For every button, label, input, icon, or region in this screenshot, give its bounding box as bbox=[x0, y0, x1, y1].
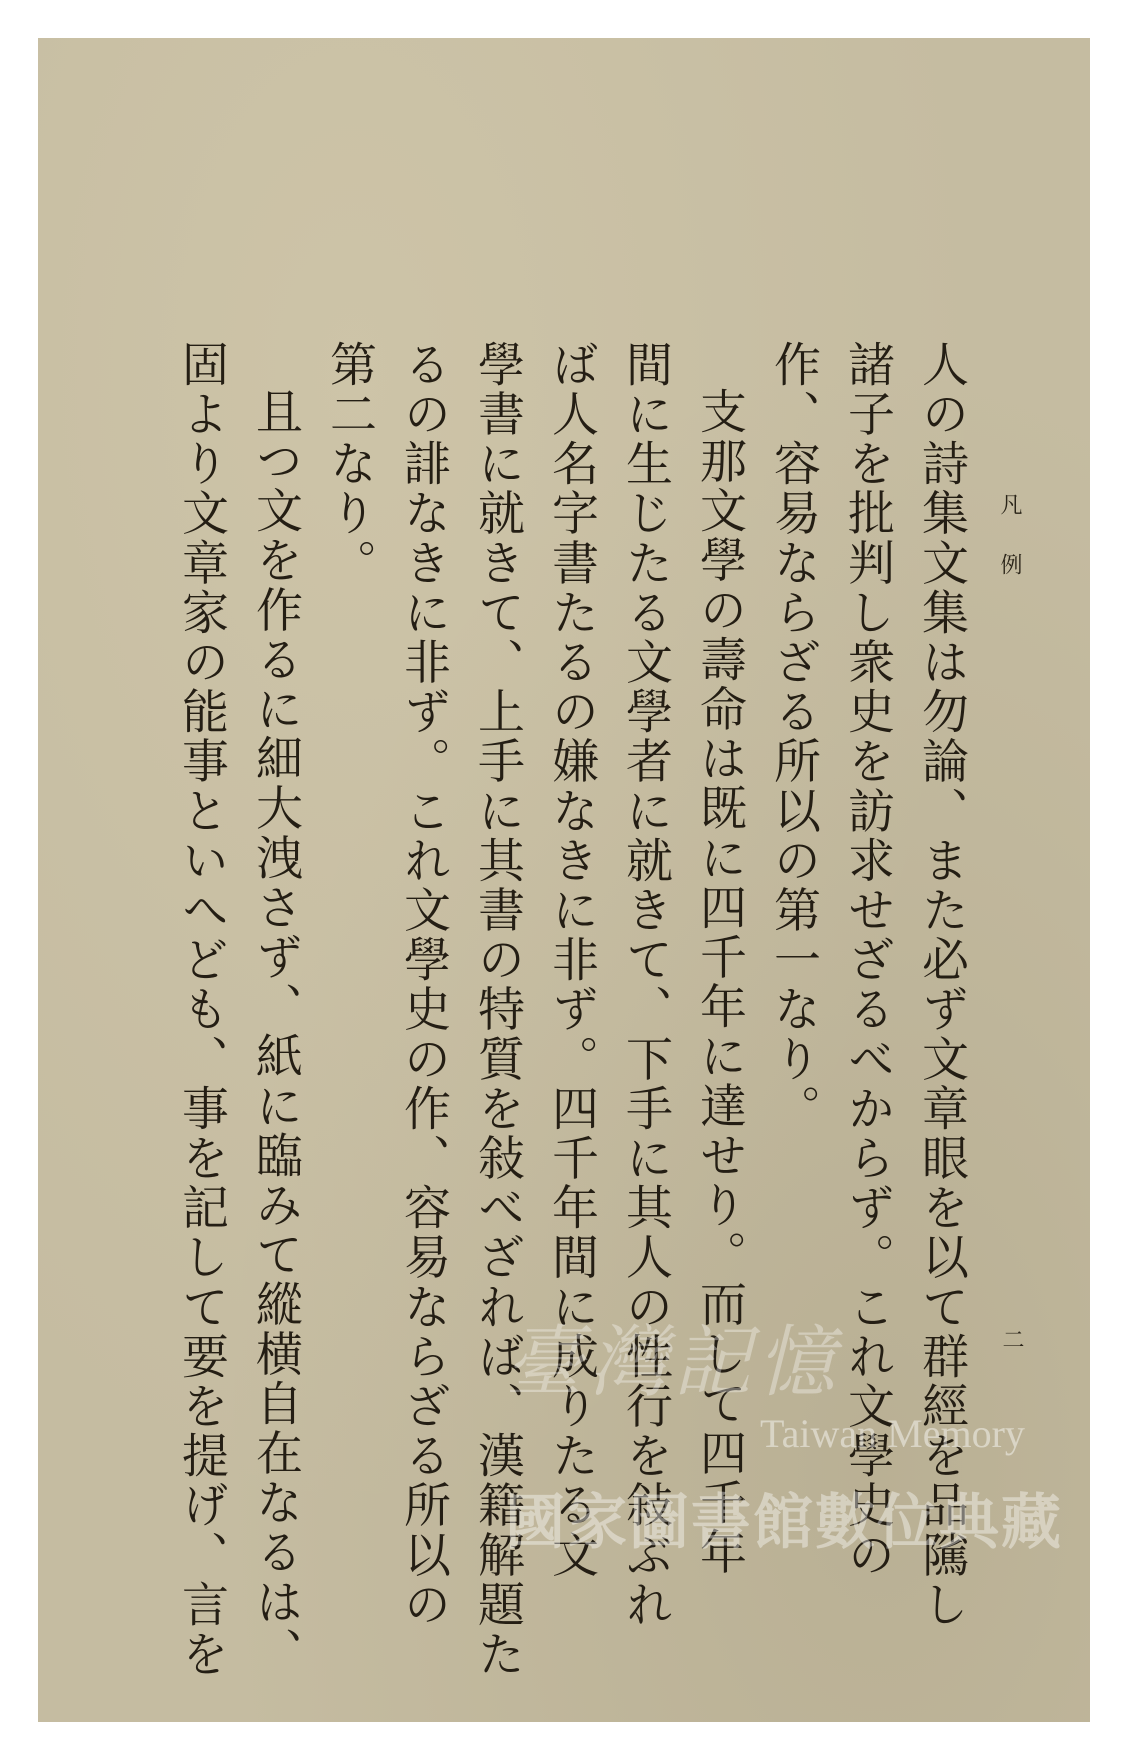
text-column: るの誹なきに非ず。これ文學史の作、容易ならざる所以の bbox=[396, 340, 451, 1630]
text-column: 學書に就きて、上手に其書の特質を敍べざれば、漢籍解題た bbox=[470, 340, 525, 1680]
watermark-chinese-text: 國家圖書館數位典藏 bbox=[505, 1488, 1063, 1558]
watermark-script-text: 臺灣記憶 bbox=[505, 1318, 842, 1408]
text-column: 支那文學の壽命は既に四千年に達せり。而して四千年 bbox=[692, 387, 747, 1578]
page-number: 二 bbox=[999, 1328, 1024, 1350]
text-column: ば人名字書たるの嫌なきに非ず。四千年間に成りたる文 bbox=[544, 340, 599, 1580]
vertical-body-text bbox=[164, 340, 978, 1735]
text-column: 固より文章家の能事といへども、事を記して要を提げ、言を bbox=[174, 340, 229, 1680]
text-column: 人の詩集文集は勿論、また必ず文章眼を以て群經を品隲し bbox=[914, 340, 969, 1630]
page-title: 凡例 bbox=[997, 493, 1022, 613]
watermark-english-text: Taiwan Memory bbox=[760, 1411, 1025, 1456]
text-column: 作、容易ならざる所以の第一なり。 bbox=[766, 340, 821, 1134]
book-page bbox=[38, 38, 1090, 1722]
text-column: 且つ文を作るに細大洩さず、紙に臨みて縱横自在なるは、 bbox=[248, 387, 303, 1677]
text-column: 諸子を批判し衆史を訪求せざるべからず。これ文學史の bbox=[840, 340, 895, 1580]
text-column: 第二なり。 bbox=[322, 340, 377, 588]
text-column: 間に生じたる文學者に就きて、下手に其人の性行を敍ぶれ bbox=[618, 340, 673, 1630]
